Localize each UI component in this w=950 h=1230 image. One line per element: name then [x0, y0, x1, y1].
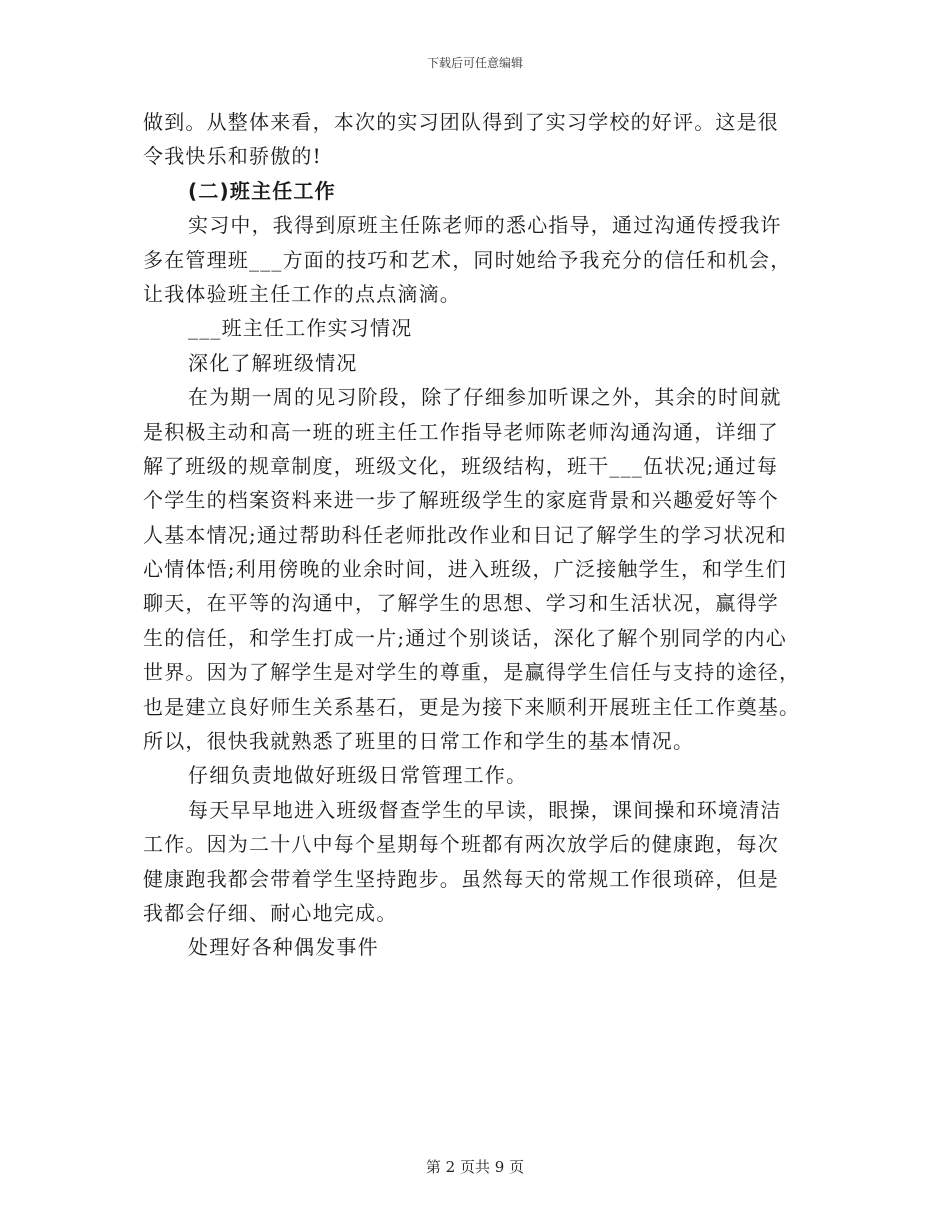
text-line: 每天早早地进入班级督查学生的早读，眼操，课间操和环境清洁 — [188, 797, 782, 822]
text-line: 多在管理班___方面的技巧和艺术，同时她给予我充分的信任和机会， — [143, 247, 792, 272]
text-line: 聊天，在平等的沟通中，了解学生的思想、学习和生活状况，赢得学 — [143, 591, 779, 616]
subheading: 处理好各种偶发事件 — [188, 935, 379, 960]
text-line: 让我体验班主任工作的点点滴滴。 — [143, 281, 461, 306]
page-number: 第 2 页共 9 页 — [425, 1158, 525, 1176]
text-line: 我都会仔细、耐心地完成。 — [143, 900, 398, 925]
text-line: 令我快乐和骄傲的! — [143, 144, 322, 169]
subheading: 深化了解班级情况 — [188, 350, 358, 375]
text-line: 做到。从整体来看，本次的实习团队得到了实习学校的好评。这是很 — [143, 110, 779, 134]
text-line: 在为期一周的见习阶段，除了仔细参加听课之外，其余的时间就 — [188, 385, 782, 410]
subheading: ___班主任工作实习情况 — [188, 316, 413, 341]
section-heading: (二)班主任工作 — [188, 178, 336, 203]
text-line: 个学生的档案资料来进一步了解班级学生的家庭背景和兴趣爱好等个 — [143, 488, 779, 513]
text-line: 心情体悟;利用傍晚的业余时间，进入班级，广泛接触学生，和学生们 — [143, 557, 787, 582]
subheading: 仔细负责地做好班级日常管理工作。 — [188, 763, 528, 788]
text-line: 人基本情况;通过帮助科任老师批改作业和日记了解学生的学习状况和 — [143, 522, 787, 547]
text-line: 工作。因为二十八中每个星期每个班都有两次放学后的健康跑，每次 — [143, 832, 779, 857]
text-line: 健康跑我都会带着学生坚持跑步。虽然每天的常规工作很琐碎，但是 — [143, 866, 779, 891]
text-line: 解了班级的规章制度，班级文化，班级结构，班干___伍状况;通过每 — [143, 453, 779, 478]
text-line: 生的信任，和学生打成一片;通过个别谈话，深化了解个别同学的内心 — [143, 625, 787, 650]
text-line: 世界。因为了解学生是对学生的尊重，是赢得学生信任与支持的途径， — [143, 660, 801, 685]
text-line: 实习中，我得到原班主任陈老师的悉心指导，通过沟通传授我许 — [188, 213, 782, 238]
document-body — [143, 105, 808, 965]
text-line: 是积极主动和高一班的班主任工作指导老师陈老师沟通沟通，详细了 — [143, 419, 779, 444]
text-line: 也是建立良好师生关系基石，更是为接下来顺利开展班主任工作奠基。 — [143, 694, 801, 719]
page-header: 下载后可任意编辑 — [426, 56, 523, 70]
text-line: 所以，很快我就熟悉了班里的日常工作和学生的基本情况。 — [143, 729, 695, 754]
